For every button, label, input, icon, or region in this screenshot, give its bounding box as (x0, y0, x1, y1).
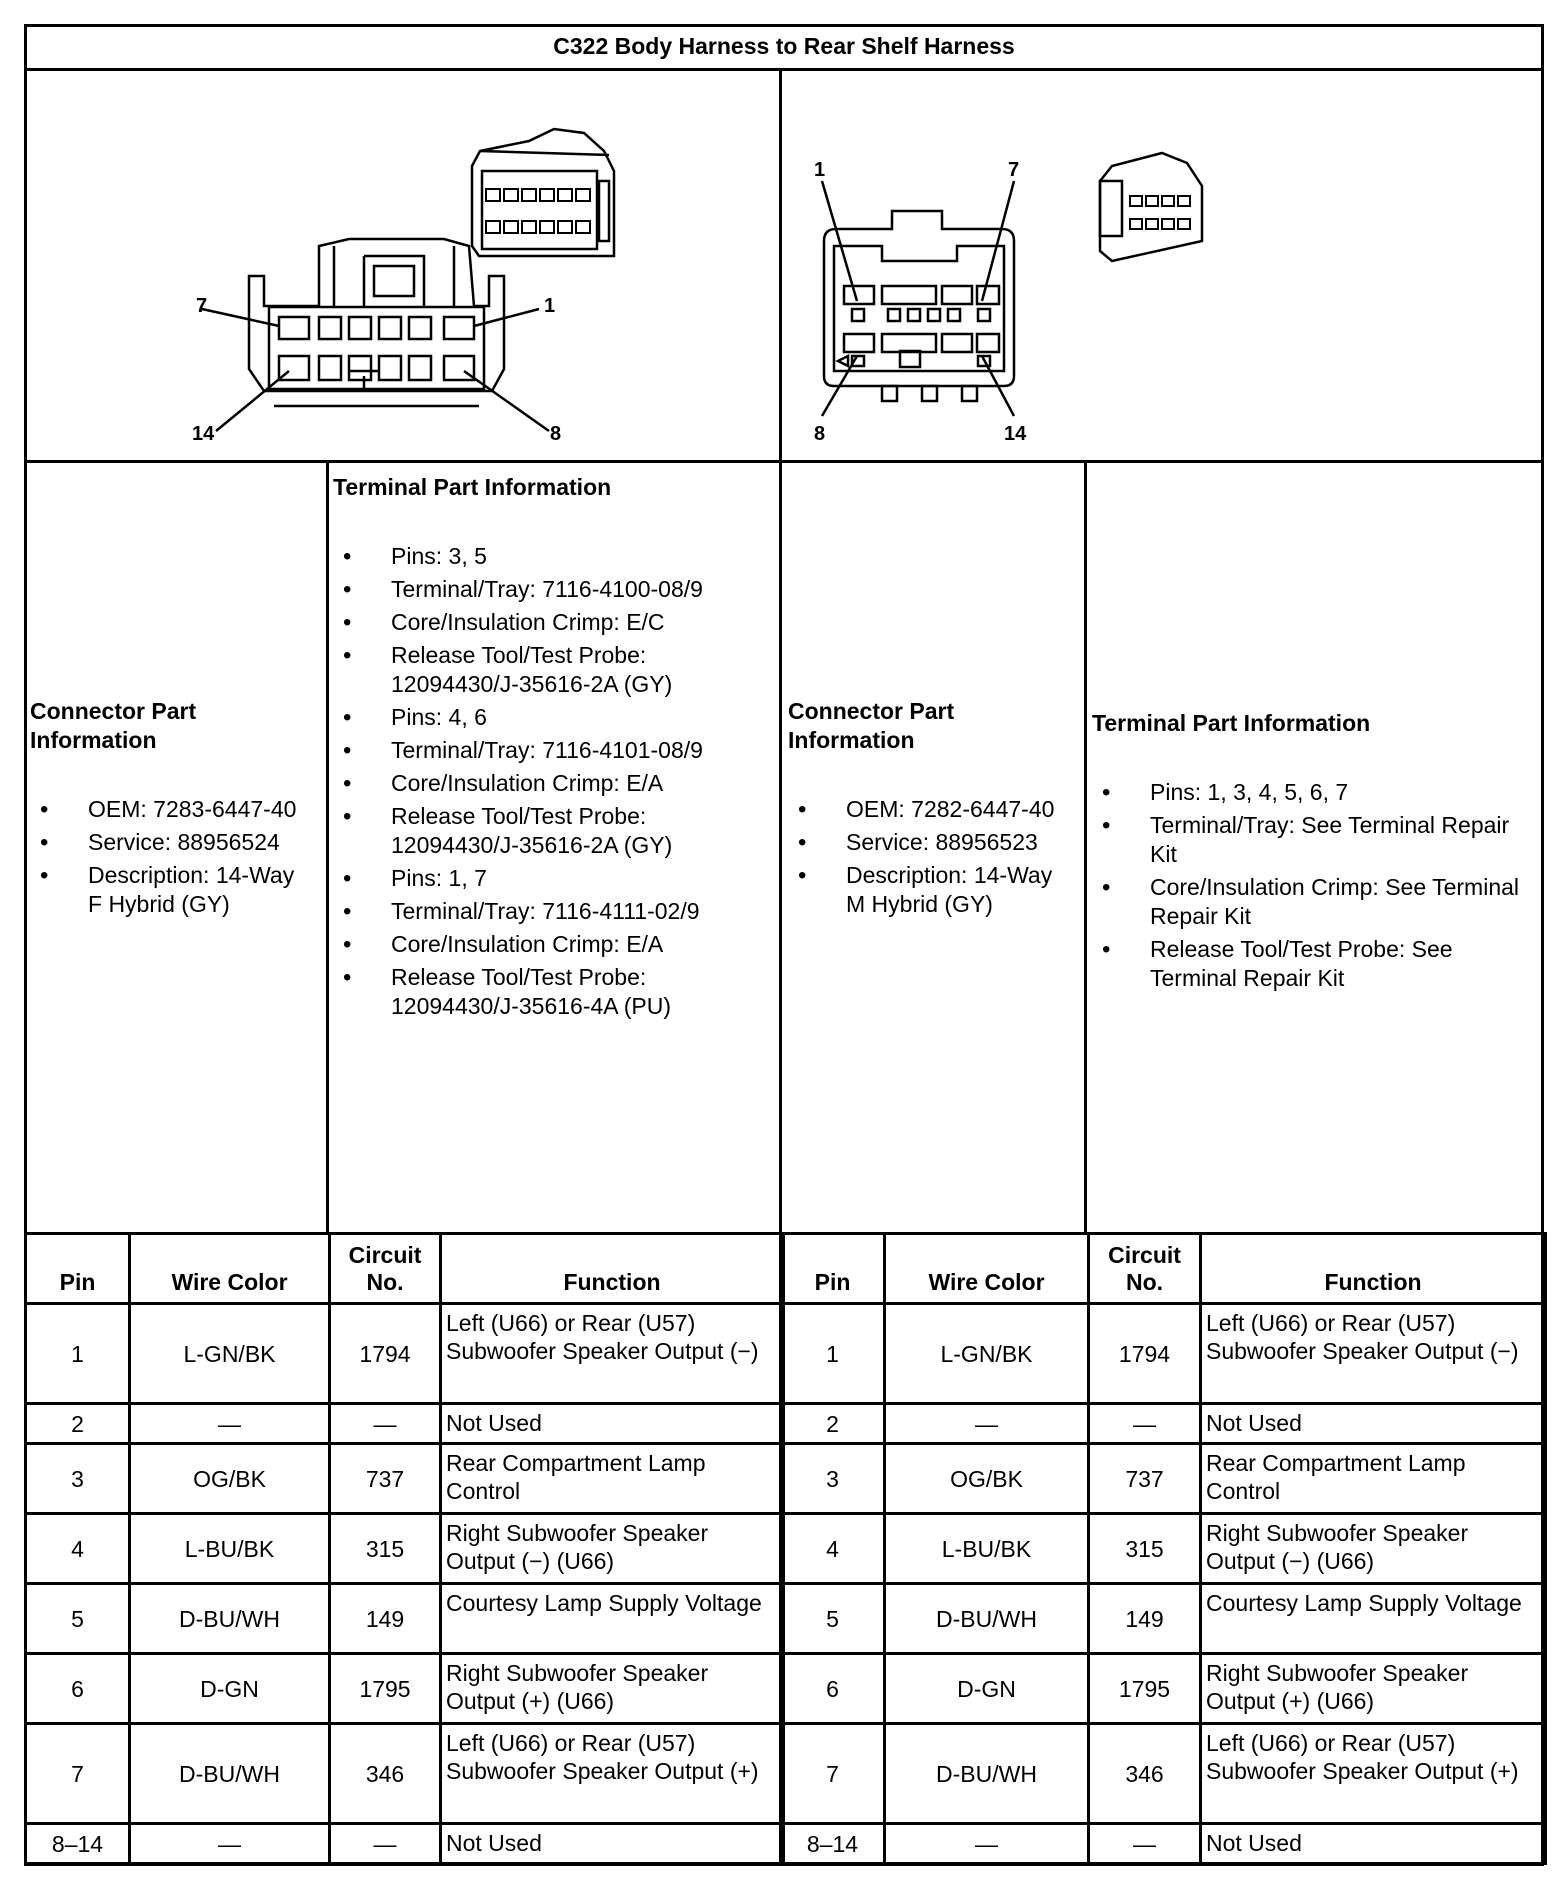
list-item: • Core/Insulation Crimp: E/C (333, 608, 759, 637)
bullet-list (788, 795, 1084, 919)
pin-label-8: 8 (550, 423, 562, 445)
cell-wire-color: — (130, 1824, 330, 1864)
table-row (781, 1654, 1546, 1724)
header-pin: Pin (26, 1234, 130, 1304)
bullet-list (1092, 778, 1544, 993)
list-item: • Terminal/Tray: 7116-4100-08/9 (333, 575, 759, 604)
cell-pin: 1 (781, 1304, 885, 1404)
list-item: • Pins: 1, 3, 4, 5, 6, 7 (1092, 778, 1540, 807)
cell-function: Not Used (1201, 1404, 1546, 1444)
table-row (781, 1514, 1546, 1584)
male-connector-face-icon (782, 71, 1544, 460)
header-circuit: Circuit No. (1089, 1234, 1201, 1304)
cell-wire-color: L-GN/BK (130, 1304, 330, 1404)
table-row (781, 1304, 1546, 1404)
connector-sheet (24, 24, 1544, 1866)
left-terminal-part-info (333, 463, 779, 1232)
cell-wire-color: D-GN (130, 1654, 330, 1724)
cell-wire-color: OG/BK (885, 1444, 1089, 1514)
cell-function: Right Subwoofer Speaker Output (+) (U66) (441, 1654, 784, 1724)
female-connector-diagram (24, 71, 779, 460)
header-function: Function (1201, 1234, 1546, 1304)
cell-pin: 2 (781, 1404, 885, 1444)
divider (326, 460, 329, 1234)
cell-wire-color: D-BU/WH (885, 1584, 1089, 1654)
cell-function: Rear Compartment Lamp Control (441, 1444, 784, 1514)
cell-pin: 7 (26, 1724, 130, 1824)
list-item: • Core/Insulation Crimp: E/A (333, 769, 759, 798)
list-item: • Release Tool/Test Probe: 12094430/J-35616-4A (PU) (333, 963, 759, 1021)
cell-circuit: 1795 (330, 1654, 441, 1724)
pin-label-14: 14 (192, 423, 215, 445)
table-row (26, 1654, 784, 1724)
section-heading: Terminal Part Information (1092, 710, 1371, 736)
cell-pin: 6 (26, 1654, 130, 1724)
list-item: • Service: 88956523 (788, 828, 1066, 857)
cell-pin: 3 (781, 1444, 885, 1514)
terminal-group (333, 864, 759, 1021)
table-row (26, 1724, 784, 1824)
female-connector-face-icon (24, 71, 779, 460)
male-connector-diagram (782, 71, 1544, 460)
cell-function: Right Subwoofer Speaker Output (−) (U66) (441, 1514, 784, 1584)
cell-pin: 1 (26, 1304, 130, 1404)
list-item: • Core/Insulation Crimp: See Terminal Repair Kit (1092, 873, 1540, 931)
left-connector-part-info (30, 463, 326, 1232)
list-item: • Release Tool/Test Probe: 12094430/J-35616-2A (GY) (333, 802, 759, 860)
cell-function: Left (U66) or Rear (U57) Subwoofer Speaker Output (−) (1201, 1304, 1546, 1404)
list-item: • Description: 14-Way F Hybrid (GY) (30, 861, 308, 919)
pin-label-1: 1 (544, 295, 556, 317)
list-item: • OEM: 7282-6447-40 (788, 795, 1066, 824)
cell-wire-color: D-GN (885, 1654, 1089, 1724)
table-row (26, 1304, 784, 1404)
cell-function: Right Subwoofer Speaker Output (+) (U66) (1201, 1654, 1546, 1724)
table-header-row (781, 1234, 1546, 1304)
pin-label-8: 8 (814, 423, 826, 445)
cell-function: Right Subwoofer Speaker Output (−) (U66) (1201, 1514, 1546, 1584)
cell-circuit: 1795 (1089, 1654, 1201, 1724)
list-item: • Pins: 1, 7 (333, 864, 759, 893)
table-row (26, 1404, 784, 1444)
cell-circuit: 315 (330, 1514, 441, 1584)
terminal-group (333, 703, 759, 860)
cell-function: Not Used (441, 1824, 784, 1864)
cell-circuit: 315 (1089, 1514, 1201, 1584)
cell-function: Courtesy Lamp Supply Voltage (1201, 1584, 1546, 1654)
table-row (781, 1404, 1546, 1444)
pin-label-14: 14 (1004, 423, 1027, 445)
section-heading: Connector Part Information (788, 698, 955, 753)
cell-wire-color: — (130, 1404, 330, 1444)
table-header-row (26, 1234, 784, 1304)
cell-pin: 4 (781, 1514, 885, 1584)
cell-circuit: 737 (330, 1444, 441, 1514)
pin-label-1: 1 (814, 159, 826, 181)
cell-circuit: 346 (1089, 1724, 1201, 1824)
cell-function: Not Used (1201, 1824, 1546, 1864)
table-row (26, 1444, 784, 1514)
cell-wire-color: L-BU/BK (130, 1514, 330, 1584)
table-row (26, 1824, 784, 1864)
header-circuit: Circuit No. (330, 1234, 441, 1304)
list-item: • Description: 14-Way M Hybrid (GY) (788, 861, 1066, 919)
cell-circuit: — (1089, 1404, 1201, 1444)
cell-pin: 7 (781, 1724, 885, 1824)
page-title: C322 Body Harness to Rear Shelf Harness (553, 33, 1015, 59)
list-item: • Core/Insulation Crimp: E/A (333, 930, 759, 959)
table-row (781, 1724, 1546, 1824)
list-item: • Pins: 3, 5 (333, 542, 759, 571)
cell-pin: 8–14 (781, 1824, 885, 1864)
cell-wire-color: D-BU/WH (130, 1584, 330, 1654)
cell-wire-color: OG/BK (130, 1444, 330, 1514)
terminal-group (333, 542, 759, 699)
cell-circuit: — (330, 1824, 441, 1864)
header-wire-color: Wire Color (130, 1234, 330, 1304)
right-connector-part-info (788, 463, 1084, 1232)
list-item: • Service: 88956524 (30, 828, 308, 857)
table-row (781, 1584, 1546, 1654)
section-heading: Connector Part Information (30, 698, 197, 753)
cell-pin: 4 (26, 1514, 130, 1584)
cell-pin: 2 (26, 1404, 130, 1444)
table-row (781, 1824, 1546, 1864)
table-row (26, 1514, 784, 1584)
cell-wire-color: L-GN/BK (885, 1304, 1089, 1404)
cell-function: Courtesy Lamp Supply Voltage (441, 1584, 784, 1654)
pin-table-left (24, 1232, 785, 1865)
pin-label-7: 7 (196, 295, 208, 317)
list-item: • Release Tool/Test Probe: 12094430/J-35616-2A (GY) (333, 641, 759, 699)
list-item: • Terminal/Tray: 7116-4111-02/9 (333, 897, 759, 926)
divider (1084, 460, 1087, 1234)
pin-label-7: 7 (1008, 159, 1020, 181)
header-wire-color: Wire Color (885, 1234, 1089, 1304)
cell-wire-color: — (885, 1824, 1089, 1864)
cell-circuit: 1794 (330, 1304, 441, 1404)
cell-pin: 3 (26, 1444, 130, 1514)
list-item: • Pins: 4, 6 (333, 703, 759, 732)
cell-pin: 5 (26, 1584, 130, 1654)
header-pin: Pin (781, 1234, 885, 1304)
cell-pin: 5 (781, 1584, 885, 1654)
cell-circuit: — (330, 1404, 441, 1444)
cell-function: Not Used (441, 1404, 784, 1444)
cell-pin: 8–14 (26, 1824, 130, 1864)
table-row (781, 1444, 1546, 1514)
cell-pin: 6 (781, 1654, 885, 1724)
cell-circuit: — (1089, 1824, 1201, 1864)
pin-table-right (779, 1232, 1547, 1865)
right-terminal-part-info (1092, 463, 1544, 1232)
cell-function: Left (U66) or Rear (U57) Subwoofer Speaker Output (+) (441, 1724, 784, 1824)
cell-wire-color: L-BU/BK (885, 1514, 1089, 1584)
table-row (26, 1584, 784, 1654)
section-heading: Terminal Part Information (333, 474, 612, 500)
cell-circuit: 149 (1089, 1584, 1201, 1654)
bullet-list (30, 795, 326, 919)
cell-wire-color: — (885, 1404, 1089, 1444)
cell-circuit: 149 (330, 1584, 441, 1654)
cell-function: Left (U66) or Rear (U57) Subwoofer Speaker Output (+) (1201, 1724, 1546, 1824)
list-item: • Terminal/Tray: 7116-4101-08/9 (333, 736, 759, 765)
cell-circuit: 346 (330, 1724, 441, 1824)
list-item: • OEM: 7283-6447-40 (30, 795, 308, 824)
cell-wire-color: D-BU/WH (130, 1724, 330, 1824)
cell-circuit: 737 (1089, 1444, 1201, 1514)
list-item: • Release Tool/Test Probe: See Terminal Repair Kit (1092, 935, 1540, 993)
cell-function: Rear Compartment Lamp Control (1201, 1444, 1546, 1514)
list-item: • Terminal/Tray: See Terminal Repair Kit (1092, 811, 1540, 869)
cell-circuit: 1794 (1089, 1304, 1201, 1404)
cell-function: Left (U66) or Rear (U57) Subwoofer Speaker Output (−) (441, 1304, 784, 1404)
header-function: Function (441, 1234, 784, 1304)
cell-wire-color: D-BU/WH (885, 1724, 1089, 1824)
